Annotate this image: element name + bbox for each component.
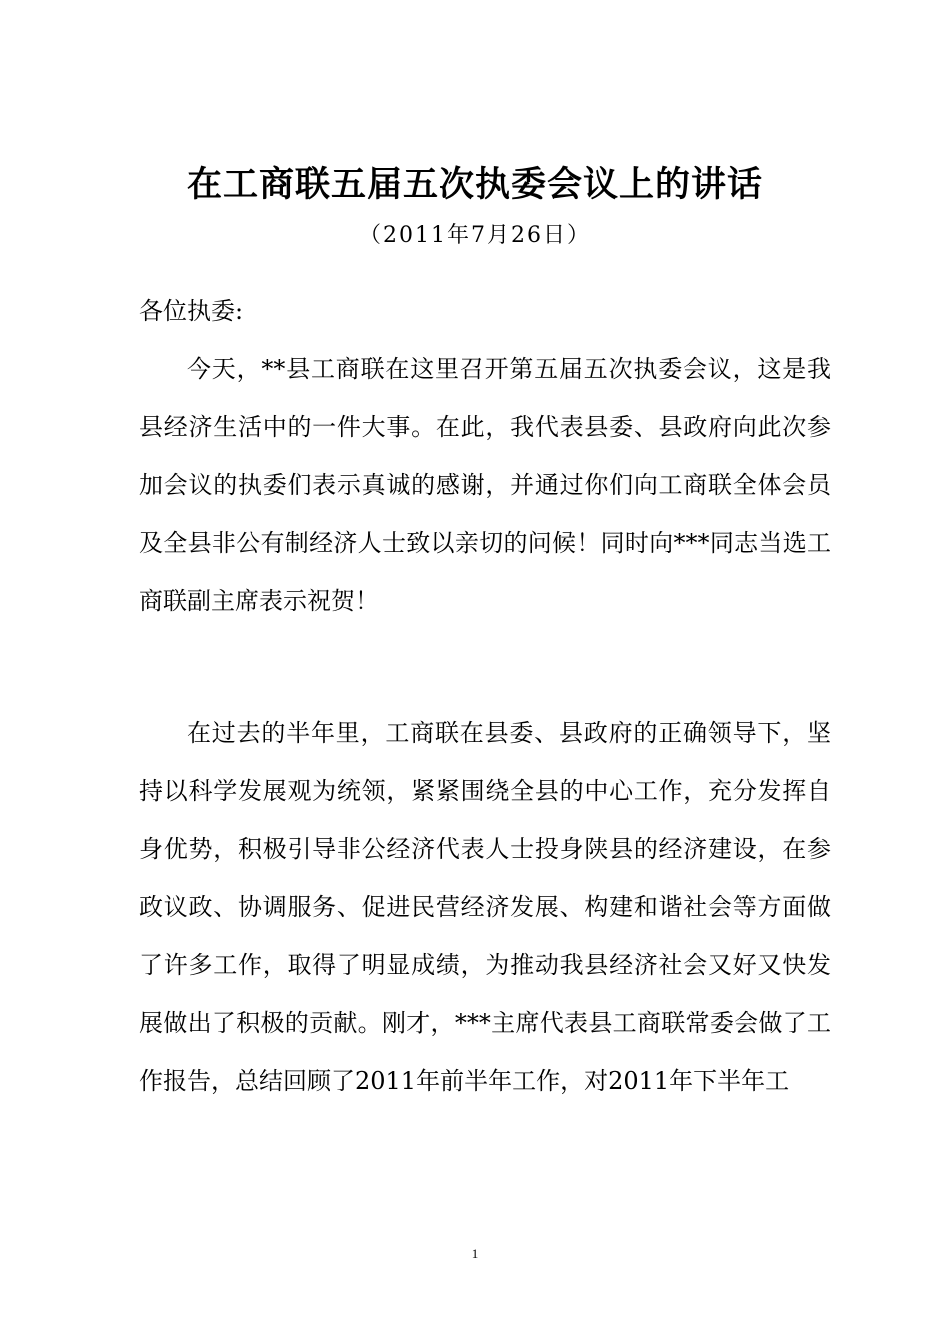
page-number: 1 [471,1246,479,1261]
paragraph-2: 在过去的半年里，工商联在县委、县政府的正确领导下，坚持以科学发展观为统领，紧紧围绕全县的中心工作，充分发挥自身优势，积极引导非公经济代表人士投身陕县的经济建设，在参政议政、协调服务、促进民营经济发展、构建和谐社会等方面做了许多工作，取得了明显成绩，为推动我县经济社会又好又快发展做出了积极的贡献。刚才，***主席代表县工商联常委会做了工作报告，总结回顾了2011年前半年工作，对2011年下半年工 [139,719,831,1095]
paragraph-1: 今天，**县工商联在这里召开第五届五次执委会议，这是我县经济生活中的一件大事。在此，我代表县委、县政府向此次参加会议的执委们表示真诚的感谢，并通过你们向工商联全体会员及全县非公有制经济人士致以亲切的问候！同时向***同志当选工商联副主席表示祝贺！ [139,355,831,615]
speech-date: （2011年7月26日） [359,223,591,248]
document-title: 在工商联五届五次执委会议上的讲话 [186,164,763,205]
salutation: 各位执委: [139,297,244,325]
